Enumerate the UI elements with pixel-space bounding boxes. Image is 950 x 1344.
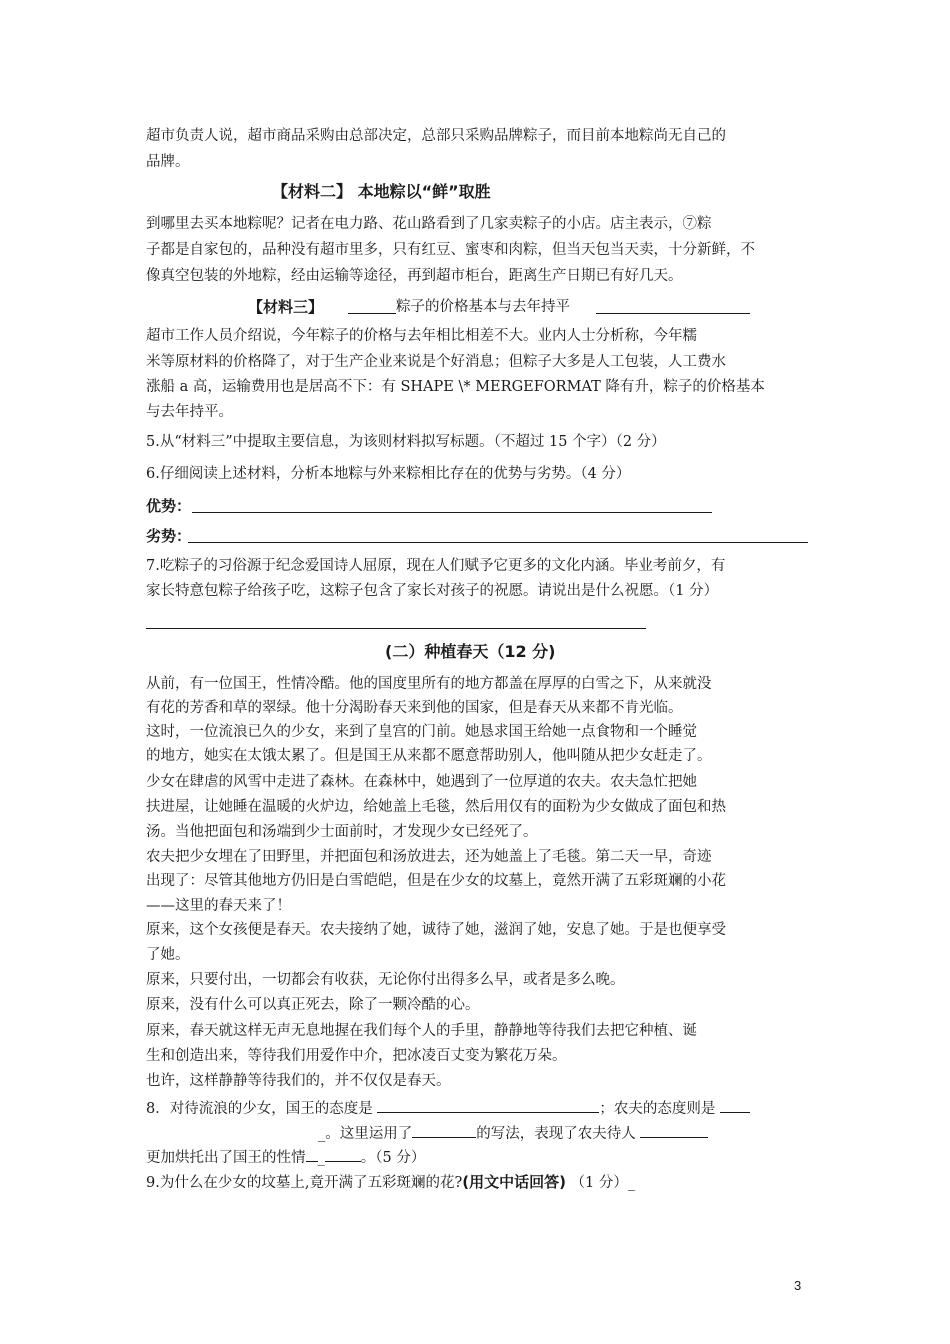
advantage-label: 优势： — [146, 497, 192, 515]
title-underline — [348, 313, 396, 314]
disadvantage-label: 劣势： — [146, 527, 192, 545]
question-8 — [146, 1146, 810, 1168]
text-line: 与去年持平。 — [146, 404, 233, 420]
story-line: 扶进屋，让她睡在温暖的火炉边，给她盖上毛毯，然后用仅有的面粉为少女做成了面包和热 — [146, 799, 726, 815]
q9-instruction: (用文中话回答) — [462, 1173, 566, 1191]
story-line: 有花的芳香和草的翠绿。他十分渴盼春天来到他的国家，但是春天从来都不肯光临。 — [146, 700, 683, 716]
q8-text: 更加烘托出了国王的性情 — [146, 1150, 306, 1166]
story-line: 原来，没有什么可以真正死去，除了一颗冷酷的心。 — [146, 997, 480, 1013]
text-line: 像真空包装的外地粽，经由运输等途径，再到超市柜台，距离生产日期已有好几天。 — [146, 268, 683, 284]
story-line: 的地方，她实在太饿太累了。但是国王从来都不愿意帮助别人，他叫随从把少女赶走了。 — [146, 748, 712, 764]
material-3-title: 粽子的价格基本与去年持平 — [396, 299, 570, 315]
q8-text: 。（5 分） — [360, 1150, 426, 1166]
q8-text: ；农夫的态度则是 — [599, 1101, 720, 1117]
story-line: 原来，春天就这样无声无息地握在我们每个人的手里，静静地等待我们去把它种植、诞 — [146, 1023, 697, 1039]
q8-blank-king[interactable] — [377, 1097, 599, 1113]
material-3-label: 【材料三】 — [248, 298, 324, 316]
text-line: 涨船 a 高，运输费用也是居高不下：有 SHAPE \* MERGEFORMAT 降有升，粽子的价格基本 — [146, 379, 765, 395]
story-line: 农夫把少女埋在了田野里，并把面包和汤放进去，还为她盖上了毛毯。第二天一早，奇迹 — [146, 849, 712, 865]
text-line: 子都是自家包的，品种没有超市里多，只有红豆、蜜枣和肉粽，但当天包当天卖，十分新鲜，不 — [146, 242, 755, 258]
q8-blank-temper[interactable] — [306, 1146, 318, 1162]
q9-text: 9.为什么在少女的坟墓上,竟开满了五彩斑斓的花? — [146, 1175, 463, 1191]
question-9 — [146, 1172, 810, 1193]
q8-blank-temper[interactable] — [325, 1146, 361, 1162]
story-line: 汤。当他把面包和汤端到少士面前时，才发现少女已经死了。 — [146, 824, 538, 840]
story-line: 了她。 — [146, 947, 190, 963]
story-line: 原来，这个女孩便是春天。农夫接纳了她，诚待了她，滋润了她，安息了她。于是也便享受 — [146, 922, 726, 938]
story-line: 这时，一位流浪已久的少女，来到了皇宫的门前。她恳求国王给她一点食物和一个睡觉 — [146, 724, 697, 740]
q8-text: _。这里运用了 — [318, 1126, 413, 1142]
text-line: 超市工作人员介绍说，今年粽子的价格与去年相比相差不大。业内人士分析称，今年糯 — [146, 328, 697, 344]
story-line: 原来，只要付出，一切都会有收获，无论你付出得多么早，或者是多么晚。 — [146, 972, 625, 988]
q8-text: 的写法，表现了农夫待人 — [476, 1126, 641, 1142]
q8-blank-attitude[interactable] — [640, 1122, 708, 1138]
section-2-title: (二）种植春天（12 分) — [385, 642, 556, 661]
disadvantage-answer-line[interactable] — [188, 542, 808, 543]
text-line: 超市负责人说，超市商品采购由总部决定，总部只采购品牌粽子，而目前本地粽尚无自己的 — [146, 128, 726, 144]
page-number: 3 — [794, 1278, 802, 1293]
story-line: ——这里的春天来了！ — [146, 898, 291, 914]
question-6: 6.仔细阅读上述材料，分析本地粽与外来粽相比存在的优势与劣势。（4 分） — [146, 466, 631, 482]
q8-blank-farmer[interactable] — [720, 1097, 750, 1113]
question-7: 7.吃粽子的习俗源于纪念爱国诗人屈原，现在人们赋予它更多的文化内涵。毕业考前夕，有 — [146, 558, 726, 574]
title-underline — [596, 313, 750, 314]
story-line: 少女在肆虐的风雪中走进了森林。在森林中，她遇到了一位厚道的农夫。农夫急忙把她 — [146, 774, 697, 790]
q8-blank-technique[interactable] — [412, 1122, 476, 1138]
q9-text: （1 分）_ — [565, 1175, 636, 1191]
question-7: 家长特意包粽子给孩子吃，这粽子包含了家长对孩子的祝愿。请说出是什么祝愿。（1 分） — [146, 583, 719, 599]
advantage-answer-line[interactable] — [192, 512, 712, 513]
material-2-heading: 【材料二】 本地粽以“鲜”取胜 — [272, 182, 491, 201]
q8-text: 8．对待流浪的少女，国王的态度是 — [146, 1101, 378, 1117]
story-line: 也许，这样静静等待我们的，并不仅仅是春天。 — [146, 1073, 451, 1089]
question-5: 5.从“材料三”中提取主要信息，为该则材料拟写标题。（不超过 15 个字）（2 分） — [146, 434, 666, 450]
q8-red-mark: _ — [317, 1150, 325, 1166]
q7-answer-line[interactable] — [146, 628, 646, 629]
story-line: 从前，有一位国王，性情冷酷。他的国度里所有的地方都盖在厚厚的白雪之下，从来就没 — [146, 676, 712, 692]
question-8 — [146, 1097, 810, 1119]
text-line: 品牌。 — [146, 154, 190, 170]
text-line: 米等原材料的价格降了，对于生产企业来说是个好消息；但粽子大多是人工包装，人工费水 — [146, 354, 726, 370]
story-line: 出现了：尽管其他地方仍旧是白雪皑皑，但是在少女的坟墓上，竟然开满了五彩斑斓的小花 — [146, 873, 726, 889]
question-8 — [318, 1122, 808, 1144]
story-line: 生和创造出来，等待我们用爱作中介，把冰凌百丈变为繁花万朵。 — [146, 1048, 567, 1064]
text-line: 到哪里去买本地粽呢？记者在电力路、花山路看到了几家卖粽子的小店。店主表示，⑦粽 — [146, 216, 712, 232]
